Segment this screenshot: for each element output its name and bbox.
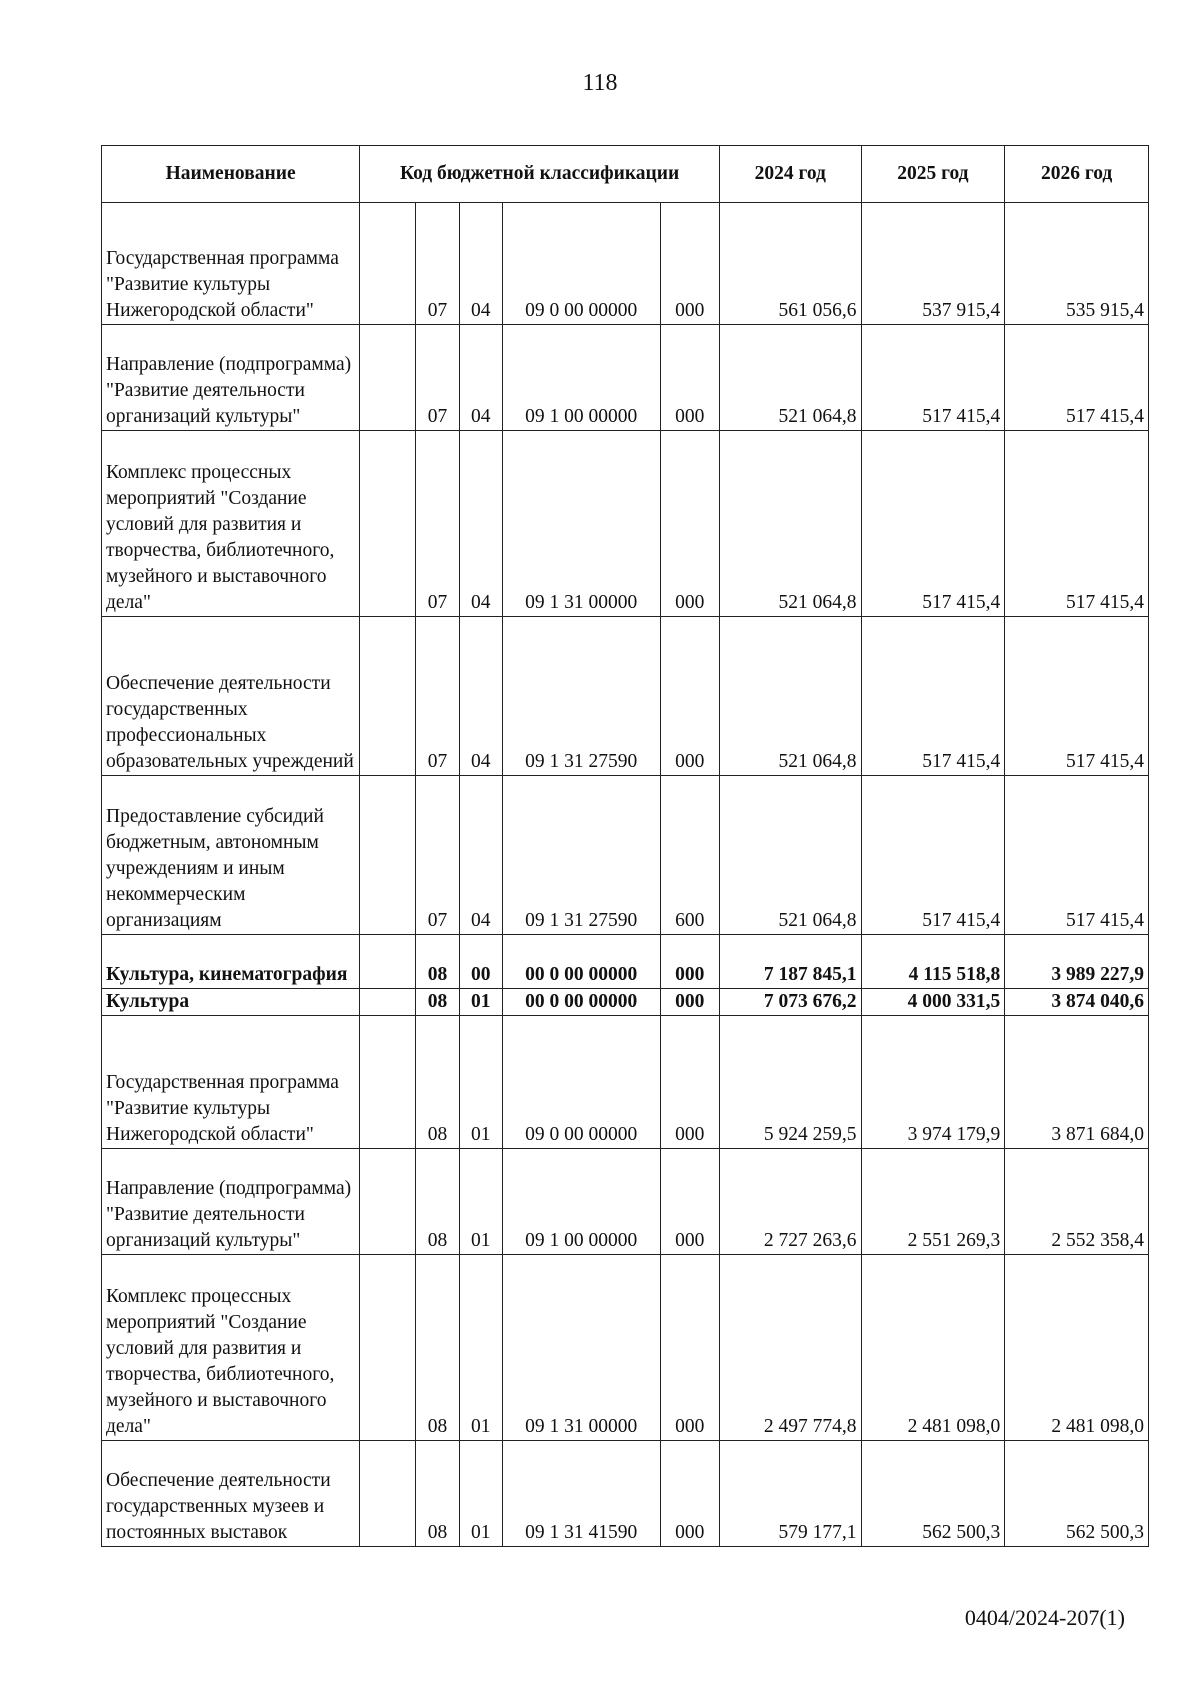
code-expense-type: 000 xyxy=(660,1016,719,1149)
code-subsection: 04 xyxy=(459,325,502,431)
code-subsection: 00 xyxy=(459,935,502,989)
code-blank xyxy=(360,935,416,989)
code-expense-type: 000 xyxy=(660,1149,719,1255)
row-name: Направление (подпрограмма) "Развитие деятельности организаций культуры" xyxy=(102,1149,360,1255)
row-name: Направление (подпрограмма) "Развитие деятельности организаций культуры" xyxy=(102,325,360,431)
code-target: 09 1 31 27590 xyxy=(502,617,660,776)
row-name: Предоставление субсидий бюджетным, автономным учреждениям и иным некоммерческим организациям xyxy=(102,776,360,935)
header-2026: 2026 год xyxy=(1005,146,1149,203)
code-target: 00 0 00 00000 xyxy=(502,935,660,989)
value-2025: 4 115 518,8 xyxy=(861,935,1005,989)
code-section: 08 xyxy=(416,1441,459,1547)
code-section: 07 xyxy=(416,617,459,776)
code-target: 09 1 31 00000 xyxy=(502,1255,660,1441)
code-blank xyxy=(360,1149,416,1255)
value-2024: 579 177,1 xyxy=(719,1441,861,1547)
code-blank xyxy=(360,203,416,325)
row-name: Культура xyxy=(102,989,360,1016)
value-2025: 3 974 179,9 xyxy=(861,1016,1005,1149)
code-target: 00 0 00 00000 xyxy=(502,989,660,1016)
row-name: Государственная программа "Развитие культуры Нижегородской области" xyxy=(102,203,360,325)
value-2025: 562 500,3 xyxy=(861,1441,1005,1547)
code-target: 09 1 31 27590 xyxy=(502,776,660,935)
code-expense-type: 000 xyxy=(660,325,719,431)
header-2025: 2025 год xyxy=(861,146,1005,203)
table-row xyxy=(102,935,1149,989)
value-2024: 561 056,6 xyxy=(719,203,861,325)
code-expense-type: 000 xyxy=(660,1441,719,1547)
code-blank xyxy=(360,431,416,617)
value-2024: 5 924 259,5 xyxy=(719,1016,861,1149)
row-name: Комплекс процессных мероприятий "Создание условий для развития и творчества, библиотечного, музейного и выставочного дела" xyxy=(102,431,360,617)
value-2024: 521 064,8 xyxy=(719,325,861,431)
code-expense-type: 000 xyxy=(660,989,719,1016)
code-target: 09 1 31 00000 xyxy=(502,431,660,617)
value-2025: 2 481 098,0 xyxy=(861,1255,1005,1441)
code-subsection: 04 xyxy=(459,203,502,325)
row-name: Обеспечение деятельности государственных музеев и постоянных выставок xyxy=(102,1441,360,1547)
value-2026: 562 500,3 xyxy=(1005,1441,1149,1547)
code-section: 07 xyxy=(416,203,459,325)
code-subsection: 01 xyxy=(459,1149,502,1255)
value-2025: 517 415,4 xyxy=(861,776,1005,935)
code-target: 09 0 00 00000 xyxy=(502,1016,660,1149)
code-expense-type: 600 xyxy=(660,776,719,935)
value-2026: 3 871 684,0 xyxy=(1005,1016,1149,1149)
code-section: 08 xyxy=(416,1255,459,1441)
value-2024: 7 073 676,2 xyxy=(719,989,861,1016)
code-section: 07 xyxy=(416,776,459,935)
code-expense-type: 000 xyxy=(660,1255,719,1441)
code-blank xyxy=(360,325,416,431)
code-expense-type: 000 xyxy=(660,203,719,325)
code-section: 07 xyxy=(416,325,459,431)
header-code: Код бюджетной классификации xyxy=(360,146,720,203)
value-2024: 521 064,8 xyxy=(719,776,861,935)
value-2025: 537 915,4 xyxy=(861,203,1005,325)
value-2026: 535 915,4 xyxy=(1005,203,1149,325)
value-2026: 3 989 227,9 xyxy=(1005,935,1149,989)
value-2026: 517 415,4 xyxy=(1005,776,1149,935)
row-name: Культура, кинематография xyxy=(102,935,360,989)
document-code: 0404/2024-207(1) xyxy=(964,1605,1125,1630)
value-2025: 4 000 331,5 xyxy=(861,989,1005,1016)
header-name: Наименование xyxy=(102,146,360,203)
value-2026: 2 481 098,0 xyxy=(1005,1255,1149,1441)
value-2025: 2 551 269,3 xyxy=(861,1149,1005,1255)
code-blank xyxy=(360,617,416,776)
table-row xyxy=(102,325,1149,431)
value-2026: 517 415,4 xyxy=(1005,431,1149,617)
code-blank xyxy=(360,989,416,1016)
code-blank xyxy=(360,1016,416,1149)
row-name: Комплекс процессных мероприятий "Создание условий для развития и творчества, библиотечного, музейного и выставочного дела" xyxy=(102,1255,360,1441)
row-name: Обеспечение деятельности государственных профессиональных образовательных учреждений xyxy=(102,617,360,776)
code-subsection: 01 xyxy=(459,1016,502,1149)
code-section: 08 xyxy=(416,935,459,989)
code-expense-type: 000 xyxy=(660,617,719,776)
table-row xyxy=(102,989,1149,1016)
code-section: 08 xyxy=(416,989,459,1016)
budget-table xyxy=(101,145,1149,1547)
table-row xyxy=(102,203,1149,325)
header-2024: 2024 год xyxy=(719,146,861,203)
code-section: 07 xyxy=(416,431,459,617)
code-blank xyxy=(360,1255,416,1441)
value-2024: 521 064,8 xyxy=(719,617,861,776)
value-2025: 517 415,4 xyxy=(861,325,1005,431)
value-2026: 3 874 040,6 xyxy=(1005,989,1149,1016)
row-name: Государственная программа "Развитие культуры Нижегородской области" xyxy=(102,1016,360,1149)
value-2025: 517 415,4 xyxy=(861,617,1005,776)
code-target: 09 1 00 00000 xyxy=(502,1149,660,1255)
code-section: 08 xyxy=(416,1149,459,1255)
value-2024: 7 187 845,1 xyxy=(719,935,861,989)
table-row xyxy=(102,1255,1149,1441)
table-row xyxy=(102,431,1149,617)
value-2024: 2 497 774,8 xyxy=(719,1255,861,1441)
table-row xyxy=(102,1441,1149,1547)
value-2024: 2 727 263,6 xyxy=(719,1149,861,1255)
page-number: 118 xyxy=(582,70,618,96)
value-2026: 2 552 358,4 xyxy=(1005,1149,1149,1255)
value-2024: 521 064,8 xyxy=(719,431,861,617)
code-blank xyxy=(360,776,416,935)
table-row xyxy=(102,1149,1149,1255)
code-target: 09 1 31 41590 xyxy=(502,1441,660,1547)
table-row xyxy=(102,776,1149,935)
table-row xyxy=(102,617,1149,776)
code-subsection: 04 xyxy=(459,431,502,617)
code-subsection: 01 xyxy=(459,989,502,1016)
code-subsection: 01 xyxy=(459,1255,502,1441)
code-subsection: 01 xyxy=(459,1441,502,1547)
code-expense-type: 000 xyxy=(660,935,719,989)
code-subsection: 04 xyxy=(459,776,502,935)
value-2026: 517 415,4 xyxy=(1005,617,1149,776)
code-blank xyxy=(360,1441,416,1547)
table-header-row xyxy=(102,146,1149,203)
code-section: 08 xyxy=(416,1016,459,1149)
code-target: 09 0 00 00000 xyxy=(502,203,660,325)
code-target: 09 1 00 00000 xyxy=(502,325,660,431)
value-2026: 517 415,4 xyxy=(1005,325,1149,431)
code-expense-type: 000 xyxy=(660,431,719,617)
value-2025: 517 415,4 xyxy=(861,431,1005,617)
code-subsection: 04 xyxy=(459,617,502,776)
table-row xyxy=(102,1016,1149,1149)
